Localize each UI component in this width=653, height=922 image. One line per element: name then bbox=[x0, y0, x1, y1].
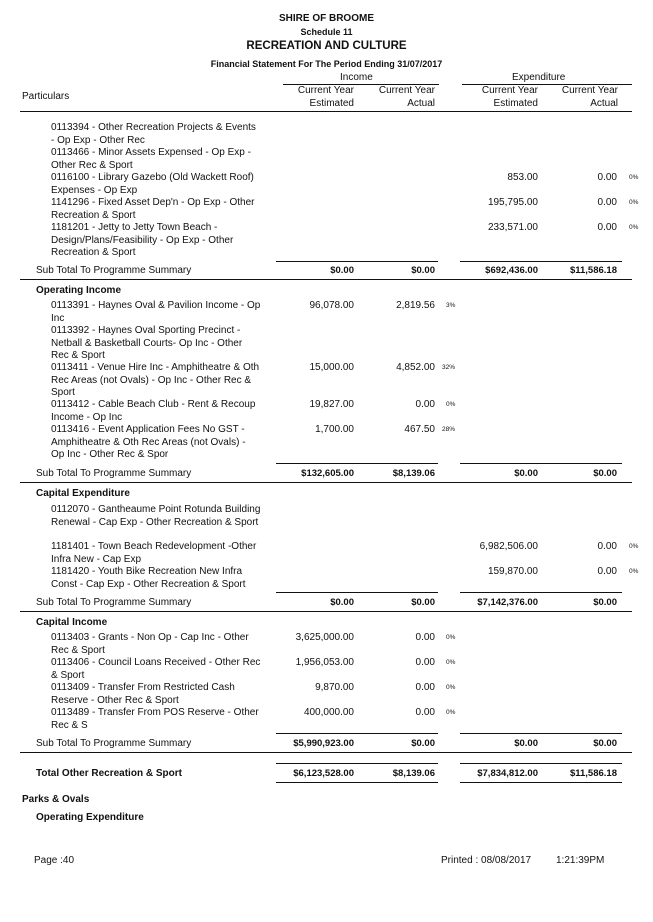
inc-estimated-value: 400,000.00 bbox=[303, 707, 354, 718]
row-particulars: 0116100 - Library Gazebo (Old Wackett Roof) Expenses - Op Exp bbox=[51, 172, 254, 196]
subtotal-rule-income bbox=[276, 592, 438, 593]
subtotal-inc-act: $0.00 bbox=[411, 597, 435, 608]
subtotal-label: Sub Total To Programme Summary bbox=[36, 265, 192, 276]
row-particulars: 1181201 - Jetty to Jetty Town Beach - Design/Plans/Feasibility - Op Exp - Other Recreation & Sport bbox=[51, 222, 234, 258]
exp-percent: 0% bbox=[629, 224, 639, 231]
expenditure-header-rule bbox=[462, 84, 632, 85]
inc-act-header-1: Current Year bbox=[378, 85, 435, 96]
section-heading: Capital Expenditure bbox=[36, 488, 130, 499]
row-particulars: 1141296 - Fixed Asset Dep'n - Op Exp - Other Recreation & Sport bbox=[51, 197, 255, 221]
total-rule-expenditure bbox=[460, 763, 622, 764]
printed-date: Printed : 08/08/2017 bbox=[441, 855, 532, 866]
report-title: RECREATION AND CULTURE bbox=[246, 40, 407, 52]
inc-percent: 0% bbox=[446, 659, 456, 666]
subtotal-exp-act: $0.00 bbox=[593, 468, 617, 479]
total-exp-est: $7,834,812.00 bbox=[477, 768, 538, 779]
exp-percent: 0% bbox=[629, 174, 639, 181]
inc-estimated-value: 1,956,053.00 bbox=[295, 657, 354, 668]
subtotal-inc-act: $0.00 bbox=[411, 738, 435, 749]
exp-estimated-value: 195,795.00 bbox=[487, 197, 538, 208]
header-bottom-rule bbox=[20, 111, 632, 112]
row-particulars: 0113489 - Transfer From POS Reserve - Other Rec & S bbox=[51, 707, 259, 731]
next-section-heading: Parks & Ovals bbox=[22, 794, 90, 805]
org-name: SHIRE OF BROOME bbox=[278, 13, 374, 24]
inc-estimated-value: 3,625,000.00 bbox=[295, 632, 354, 643]
row-particulars: 0113406 - Council Loans Received - Other Rec & Sport bbox=[51, 657, 261, 681]
inc-estimated-value: 15,000.00 bbox=[309, 362, 354, 373]
subtotal-exp-act: $0.00 bbox=[593, 738, 617, 749]
row-particulars: 0113394 - Other Recreation Projects & Events - Op Exp - Other Rec bbox=[51, 122, 256, 146]
page-number: Page :40 bbox=[34, 855, 75, 866]
exp-actual-value: 0.00 bbox=[597, 197, 617, 208]
exp-actual-value: 0.00 bbox=[597, 172, 617, 183]
subtotal-inc-est: $5,990,923.00 bbox=[293, 738, 354, 749]
row-particulars: 1181401 - Town Beach Redevelopment -Other Infra New - Cap Exp bbox=[51, 541, 257, 565]
section-heading: Operating Income bbox=[36, 285, 122, 296]
section-divider bbox=[20, 752, 632, 753]
subtotal-exp-act: $0.00 bbox=[593, 597, 617, 608]
subtotal-exp-est: $692,436.00 bbox=[485, 265, 538, 276]
subtotal-rule-expenditure bbox=[460, 733, 622, 734]
exp-estimated-value: 233,571.00 bbox=[487, 222, 538, 233]
inc-estimated-value: 96,078.00 bbox=[309, 300, 354, 311]
total-underline-expenditure bbox=[460, 782, 622, 783]
exp-act-header-2: Actual bbox=[590, 98, 618, 109]
next-subsection-heading: Operating Expenditure bbox=[36, 812, 144, 823]
income-group-header: Income bbox=[340, 72, 373, 83]
inc-estimated-value: 1,700.00 bbox=[315, 424, 354, 435]
row-particulars: 1181420 - Youth Bike Recreation New Infra Const - Cap Exp - Other Recreation & Sport bbox=[51, 566, 246, 590]
exp-estimated-value: 853.00 bbox=[507, 172, 538, 183]
inc-actual-value: 0.00 bbox=[415, 632, 435, 643]
inc-est-header-1: Current Year bbox=[297, 85, 354, 96]
subtotal-rule-income bbox=[276, 733, 438, 734]
particulars-header: Particulars bbox=[22, 91, 70, 102]
exp-est-header-1: Current Year bbox=[481, 85, 538, 96]
subtotal-exp-est: $7,142,376.00 bbox=[477, 597, 538, 608]
row-particulars: 0112070 - Gantheaume Point Rotunda Building Renewal - Cap Exp - Other Recreation & Sport bbox=[51, 504, 261, 528]
expenditure-group-header: Expenditure bbox=[512, 72, 566, 83]
exp-estimated-value: 159,870.00 bbox=[487, 566, 538, 577]
inc-actual-value: 4,852.00 bbox=[396, 362, 435, 373]
inc-percent: 0% bbox=[446, 684, 456, 691]
subtotal-inc-act: $8,139.06 bbox=[392, 468, 435, 479]
subtotal-label: Sub Total To Programme Summary bbox=[36, 738, 192, 749]
inc-percent: 0% bbox=[446, 709, 456, 716]
total-inc-act: $8,139.06 bbox=[392, 768, 435, 779]
total-label: Total Other Recreation & Sport bbox=[36, 768, 182, 779]
row-particulars: 0113403 - Grants - Non Op - Cap Inc - Other Rec & Sport bbox=[51, 632, 249, 656]
inc-estimated-value: 19,827.00 bbox=[309, 399, 354, 410]
subtotal-inc-est: $0.00 bbox=[330, 597, 354, 608]
total-inc-est: $6,123,528.00 bbox=[293, 768, 354, 779]
exp-estimated-value: 6,982,506.00 bbox=[479, 541, 538, 552]
inc-actual-value: 0.00 bbox=[415, 682, 435, 693]
subtotal-exp-act: $11,586.18 bbox=[569, 265, 617, 276]
subtotal-label: Sub Total To Programme Summary bbox=[36, 468, 192, 479]
total-exp-act: $11,586.18 bbox=[569, 768, 617, 779]
income-header-rule bbox=[283, 84, 439, 85]
subtotal-label: Sub Total To Programme Summary bbox=[36, 597, 192, 608]
subtotal-rule-expenditure bbox=[460, 592, 622, 593]
subtotal-exp-est: $0.00 bbox=[514, 738, 538, 749]
inc-percent: 28% bbox=[442, 426, 456, 433]
inc-actual-value: 0.00 bbox=[415, 657, 435, 668]
subtotal-inc-act: $0.00 bbox=[411, 265, 435, 276]
inc-actual-value: 467.50 bbox=[404, 424, 435, 435]
inc-percent: 0% bbox=[446, 401, 456, 408]
exp-percent: 0% bbox=[629, 568, 639, 575]
inc-actual-value: 0.00 bbox=[415, 399, 435, 410]
inc-estimated-value: 9,870.00 bbox=[315, 682, 354, 693]
schedule-label: Schedule 11 bbox=[300, 27, 353, 37]
total-rule-income bbox=[276, 763, 438, 764]
exp-percent: 0% bbox=[629, 543, 639, 550]
printed-time: 1:21:39PM bbox=[556, 855, 605, 866]
row-particulars: 0113416 - Event Application Fees No GST - Amphitheatre & Oth Rec Areas (not Ovals) - Op Inc - Other Rec & Spor bbox=[51, 424, 246, 460]
exp-actual-value: 0.00 bbox=[597, 541, 617, 552]
inc-percent: 0% bbox=[446, 634, 456, 641]
row-particulars: 0113411 - Venue Hire Inc - Amphitheatre & Oth Rec Areas (not Ovals) - Op Inc - Other Rec & Sport bbox=[51, 362, 260, 398]
exp-est-header-2: Estimated bbox=[493, 98, 538, 109]
inc-percent: 3% bbox=[446, 302, 456, 309]
subtotal-rule-income bbox=[276, 261, 438, 262]
subtotal-inc-est: $132,605.00 bbox=[301, 468, 354, 479]
inc-percent: 32% bbox=[442, 364, 456, 371]
exp-actual-value: 0.00 bbox=[597, 222, 617, 233]
exp-act-header-1: Current Year bbox=[561, 85, 618, 96]
row-particulars: 0113412 - Cable Beach Club - Rent & Recoup Income - Op Inc bbox=[51, 399, 256, 423]
section-divider bbox=[20, 611, 632, 612]
inc-est-header-2: Estimated bbox=[309, 98, 354, 109]
section-divider bbox=[20, 482, 632, 483]
inc-actual-value: 2,819.56 bbox=[396, 300, 435, 311]
subtotal-inc-est: $0.00 bbox=[330, 265, 354, 276]
row-particulars: 0113392 - Haynes Oval Sporting Precinct - Netball & Basketball Courts- Op Inc - Other Rec & Sport bbox=[51, 325, 243, 361]
report-subtitle: Financial Statement For The Period Ending 31/07/2017 bbox=[210, 59, 443, 69]
subtotal-rule-expenditure bbox=[460, 261, 622, 262]
subtotal-rule-expenditure bbox=[460, 463, 622, 464]
exp-percent: 0% bbox=[629, 199, 639, 206]
inc-actual-value: 0.00 bbox=[415, 707, 435, 718]
subtotal-exp-est: $0.00 bbox=[514, 468, 538, 479]
row-particulars: 0113466 - Minor Assets Expensed - Op Exp - Other Rec & Sport bbox=[51, 147, 251, 171]
section-heading: Capital Income bbox=[36, 617, 108, 628]
total-underline-income bbox=[276, 782, 438, 783]
exp-actual-value: 0.00 bbox=[597, 566, 617, 577]
row-particulars: 0113391 - Haynes Oval & Pavilion Income - Op Inc bbox=[51, 300, 261, 324]
row-particulars: 0113409 - Transfer From Restricted Cash Reserve - Other Rec & Sport bbox=[51, 682, 235, 706]
subtotal-rule-income bbox=[276, 463, 438, 464]
section-divider bbox=[20, 279, 632, 280]
inc-act-header-2: Actual bbox=[407, 98, 435, 109]
